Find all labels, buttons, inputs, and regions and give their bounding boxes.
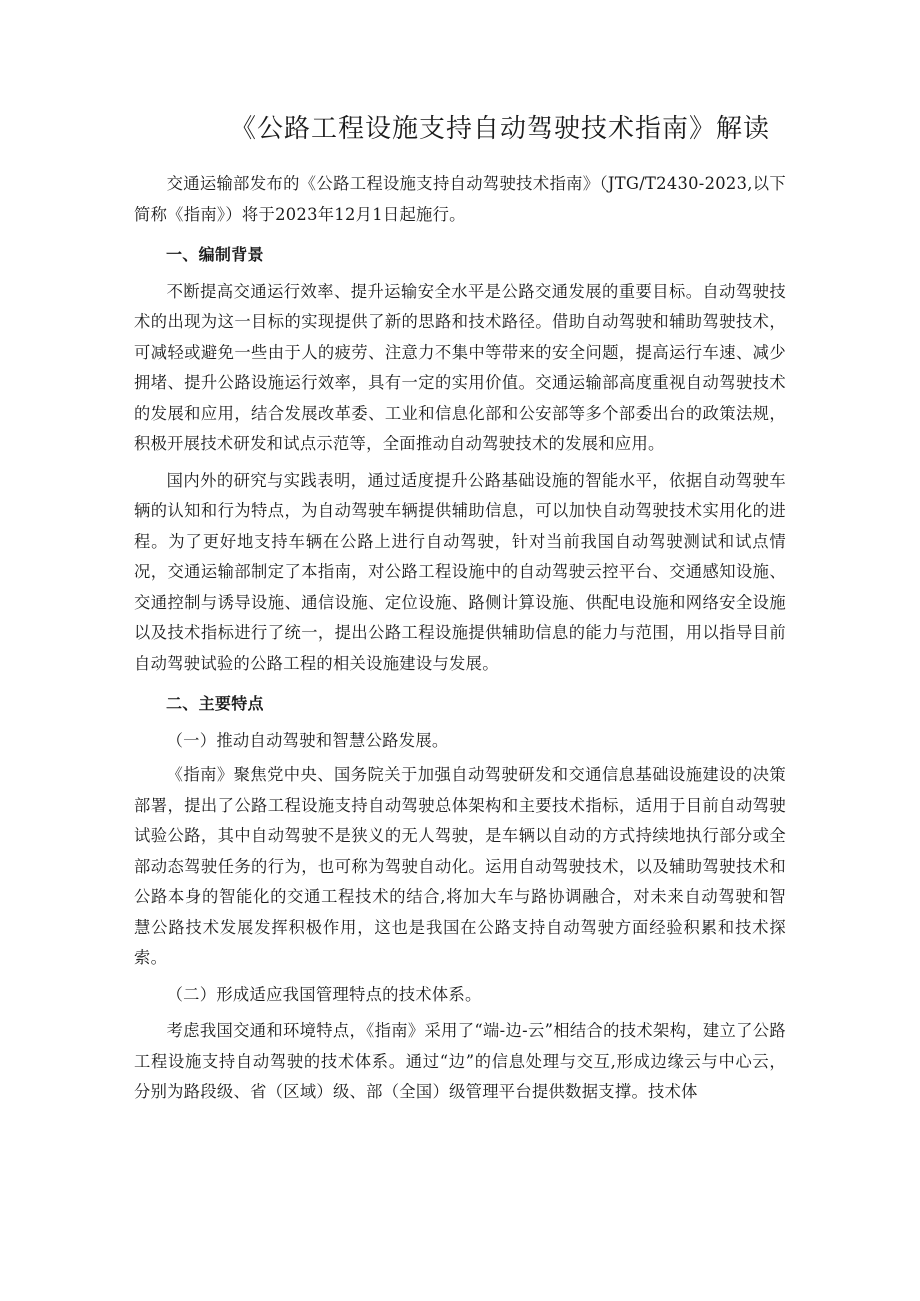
document-title: 《公路工程设施支持自动驾驶技术指南》解读 (229, 114, 770, 144)
section-heading-features: 二、主要特点 (166, 694, 264, 713)
section-heading-background: 一、编制背景 (166, 245, 264, 264)
paragraph: 国内外的研究与实践表明，通过适度提升公路基础设施的智能水平，依据自动驾驶车辆的认知和行为特点，为自动驾驶车辆提供辅助信息，可以加快自动驾驶技术实用化的进程。为了更好地支持车辆在公路上进行自动驾驶，针对当前我国自动驾驶测试和试点情况，交通运输部制定了本指南，对公路工程设施中的自动驾驶云控平台、交通感知设施、交通控制与诱导设施、通信设施、定位设施、路侧计算设施、供配电设施和网络安全设施以及技术指标进行了统一，提出公路工程设施提供辅助信息的能力与范围，用以指导目前自动驾驶试验的公路工程的相关设施建设与发展。 (134, 470, 786, 673)
paragraph: 不断提高交通运行效率、提升运输安全水平是公路交通发展的重要目标。自动驾驶技术的出现为这一目标的实现提供了新的思路和技术路径。借助自动驾驶和辅助驾驶技术，可减轻或避免一些由于人的疲劳、注意力不集中等带来的安全问题，提高运行车速、减少拥堵、提升公路设施运行效率，具有一定的实用价值。交通运输部高度重视自动驾驶技术的发展和应用，结合发展改革委、工业和信息化部和公安部等多个部委出台的政策法规，积极开展技术研发和试点示范等，全面推动自动驾驶技术的发展和应用。 (134, 281, 786, 453)
paragraph: 《指南》聚焦党中央、国务院关于加强自动驾驶研发和交通信息基础设施建设的决策部署，提出了公路工程设施支持自动驾驶总体架构和主要技术指标，适用于目前自动驾驶试验公路，其中自动驾驶不是狭义的无人驾驶，是车辆以自动的方式持续地执行部分或全部动态驾驶任务的行为，也可称为驾驶自动化。运用自动驾驶技术，以及辅助驾驶技术和公路本身的智能化的交通工程技术的结合,将加大车与路协调融合，对未来自动驾驶和智慧公路技术发展发挥积极作用，这也是我国在公路支持自动驾驶方面经验积累和技术探索。 (134, 765, 786, 967)
subheading: （一）推动自动驾驶和智慧公路发展。 (166, 730, 449, 750)
subheading: （二）形成适应我国管理特点的技术体系。 (166, 984, 482, 1004)
paragraph: 考虑我国交通和环境特点，《指南》采用了“端-边-云”相结合的技术架构，建立了公路工程设施支持自动驾驶的技术体系。通过“边”的信息处理与交互,形成边缘云与中心云，分别为路段级、省（区域）级、部（全国）级管理平台提供数据支撑。技术体 (134, 1021, 786, 1101)
intro-paragraph: 交通运输部发布的《公路工程设施支持自动驾驶技术指南》（JTG/T2430-2023,以下简称《指南》）将于2023年12月1日起施行。 (134, 174, 786, 224)
